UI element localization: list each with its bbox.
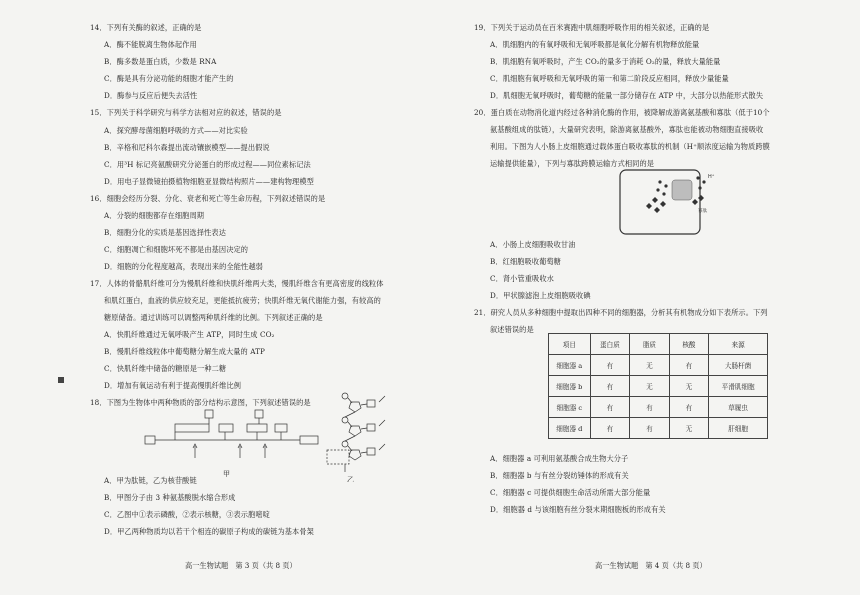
q16-stem: 16．细胞会经历分裂、分化、衰老和死亡等生命历程，下列叙述错误的是 <box>90 194 326 203</box>
q14-option-d: D．酶参与反应后便失去活性 <box>104 91 198 100</box>
q16-option-c: C．细胞凋亡和细胞坏死不都是由基因决定的 <box>104 245 249 254</box>
q15-stem: 15．下列关于科学研究与科学方法相对应的叙述，错误的是 <box>90 108 282 117</box>
q18-stem: 18．下图为生物体中两种物质的部分结构示意图，下列叙述错误的是 <box>90 398 311 407</box>
table-cell: 细胞器 d <box>549 418 591 439</box>
q17-stem-line-1: 17．人体的骨骼肌纤维可分为慢肌纤维和快肌纤维两大类，慢肌纤维含有更高密度的线粒体 <box>90 279 384 288</box>
page-4-footer: 高一生物试题 第 4 页（共 8 页） <box>595 561 707 570</box>
table-cell: 平滑肌细胞 <box>709 376 768 397</box>
q21-stem-line-2: 叙述错误的是 <box>490 325 534 334</box>
table-cell: 有 <box>630 397 670 418</box>
q17-stem-line-3: 糖原储备。通过训练可以调整两种肌纤维的比例。下列叙述正确的是 <box>104 313 323 322</box>
table-cell: 有 <box>669 355 709 376</box>
q19-stem: 19．下列关于运动员在百米赛跑中肌细胞呼吸作用的相关叙述，正确的是 <box>474 23 710 32</box>
table-row <box>549 376 768 397</box>
table-cell: 细胞器 c <box>549 397 591 418</box>
q16-option-a: A．分裂的细胞都存在细胞周期 <box>104 211 205 220</box>
table-cell: 无 <box>669 376 709 397</box>
q20-option-d: D．甲状腺滤泡上皮细胞吸收碘 <box>490 291 591 300</box>
table-header: 来源 <box>709 334 768 355</box>
q20-stem-line-1: 20．蛋白质在动物消化道内经过各种消化酶的作用，被降解成游离氨基酸和寡肽（低于10个 <box>474 108 770 117</box>
q15-option-a: A．探究酵母菌细胞呼吸的方式——对比实验 <box>104 126 248 135</box>
table-header: 脂质 <box>630 334 670 355</box>
q14-stem: 14．下列有关酶的叙述，正确的是 <box>90 23 202 32</box>
q15-option-d: D．用电子显微镜拍摄植物细胞亚显微结构照片——建构物理模型 <box>104 177 314 186</box>
q16-option-d: D．细胞的分化程度越高，表现出来的全能性越弱 <box>104 262 263 271</box>
table-cell: 有 <box>630 418 670 439</box>
q20-stem-line-3: 利用。下图为人小肠上皮细胞通过载体蛋白吸收寡肽的机制（H⁺顺浓度运输为物质跨膜 <box>490 142 770 151</box>
table-cell: 大肠杆菌 <box>709 355 768 376</box>
table-cell: 无 <box>630 355 670 376</box>
q20-option-c: C．肾小管重吸收水 <box>490 274 554 283</box>
q20-option-a: A．小肠上皮细胞吸收甘油 <box>490 240 576 249</box>
q18-option-a: A．甲为肽链，乙为核苷酸链 <box>104 476 197 485</box>
q20-peptide-label: 寡肽 <box>698 209 708 214</box>
q17-stem-line-2: 和肌红蛋白，血液的供应较充足，更能抵抗疲劳；快肌纤维无氧代谢能力强，有较高的 <box>104 296 381 305</box>
table-cell: 肝细胞 <box>709 418 768 439</box>
page-3-footer: 高一生物试题 第 3 页（共 8 页） <box>185 561 297 570</box>
table-cell: 有 <box>590 418 630 439</box>
table-cell: 细胞器 b <box>549 376 591 397</box>
table-header-row <box>549 334 768 355</box>
q17-option-c: C．快肌纤维中储备的糖原是一种二糖 <box>104 364 227 373</box>
q20-cell-figure <box>610 168 730 240</box>
exam-page-4 <box>430 0 860 595</box>
q20-h-label: H⁺ <box>708 174 715 180</box>
q21-option-c: C．细胞器 c 可提供细胞生命活动所需大部分能量 <box>490 488 651 497</box>
scan-mark <box>58 377 64 383</box>
table-header: 项目 <box>549 334 591 355</box>
q19-option-d: D．肌细胞无氧呼吸时，葡萄糖的能量一部分储存在 ATP 中，大部分以热能形式散失 <box>490 91 764 100</box>
q17-option-d: D．增加有氧运动有利于提高慢肌纤维比例 <box>104 381 242 390</box>
q15-option-c: C．用³H 标记亮氨酸研究分泌蛋白的形成过程——同位素标记法 <box>104 160 311 169</box>
table-row <box>549 397 768 418</box>
table-header: 核酸 <box>669 334 709 355</box>
q21-option-d: D．细胞器 d 与该细胞有丝分裂末期细胞板的形成有关 <box>490 505 666 514</box>
q21-organelle-table <box>548 333 768 439</box>
table-cell: 有 <box>590 355 630 376</box>
q18-option-d: D．甲乙两种物质均以若干个相连的碳原子构成的碳链为基本骨架 <box>104 527 314 536</box>
table-cell: 有 <box>590 397 630 418</box>
table-cell: 无 <box>669 418 709 439</box>
q19-option-c: C．肌细胞有氧呼吸和无氧呼吸的第一和第二阶段反应相同，释放少量能量 <box>490 74 729 83</box>
q18-label-yi: 乙 <box>347 476 354 482</box>
q20-stem-line-2: 氨基酸组成的肽链），大量研究表明，除游离氨基酸外，寡肽也能被动物细胞直接吸收 <box>490 125 764 134</box>
q18-option-b: B．甲图分子由 3 种氨基酸脱水缩合形成 <box>104 493 236 502</box>
q18-label-jia: 甲 <box>223 470 230 478</box>
q14-option-b: B．酶多数是蛋白质，少数是 RNA <box>104 57 217 66</box>
q21-stem-line-1: 21．研究人员从多种细胞中提取出四种不同的细胞器，分析其有机物成分如下表所示。下列 <box>474 308 768 317</box>
table-row <box>549 418 768 439</box>
table-cell: 无 <box>630 376 670 397</box>
table-header: 蛋白质 <box>590 334 630 355</box>
q14-option-a: A．酶不能脱离生物体起作用 <box>104 40 197 49</box>
table-row <box>549 355 768 376</box>
table-cell: 细胞器 a <box>549 355 591 376</box>
q18-structure-figure <box>135 392 390 482</box>
table-cell: 草履虫 <box>709 397 768 418</box>
table-cell: 有 <box>669 397 709 418</box>
q20-stem-line-4: 运输提供能量），下列与寡肽跨膜运输方式相同的是 <box>490 159 655 168</box>
q20-option-b: B．红细胞吸收葡萄糖 <box>490 257 561 266</box>
q15-option-b: B．辛格和尼科尔森提出流动镶嵌模型——提出假说 <box>104 143 270 152</box>
q14-option-c: C．酶是具有分泌功能的细胞才能产生的 <box>104 74 234 83</box>
q19-option-a: A．肌细胞内的有氧呼吸和无氧呼吸都是氧化分解有机物释放能量 <box>490 40 700 49</box>
q18-option-c: C．乙图中①表示磷酸，②表示核糖，③表示胞嘧啶 <box>104 510 270 519</box>
q19-option-b: B．肌细胞有氧呼吸时，产生 CO₂的量多于消耗 O₂的量，释放大量能量 <box>490 57 721 66</box>
q17-option-b: B．慢肌纤维线粒体中葡萄糖分解生成大量的 ATP <box>104 347 265 356</box>
q21-option-a: A．细胞器 a 可利用氨基酸合成生物大分子 <box>490 454 629 463</box>
q17-option-a: A．快肌纤维通过无氧呼吸产生 ATP，同时生成 CO₂ <box>104 330 275 339</box>
table-cell: 有 <box>590 376 630 397</box>
q21-option-b: B．细胞器 b 与有丝分裂纺锤体的形成有关 <box>490 471 629 480</box>
q16-option-b: B．细胞分化的实质是基因选择性表达 <box>104 228 226 237</box>
